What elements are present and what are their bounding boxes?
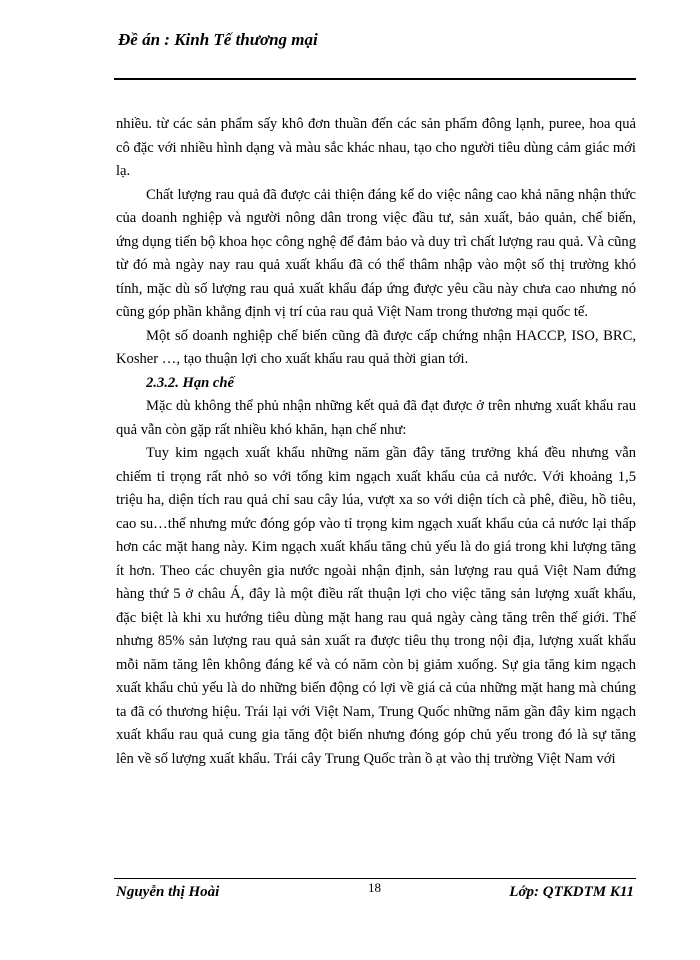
paragraph-quality: Chất lượng rau quả đã được cải thiện đáng kể do việc nâng cao khả năng nhận thức của doanh nghiệp và người nông dân trong việc đầu tư, sản xuất, bảo quản, chế biến, ứng dụng tiến bộ khoa học công nghệ để đảm bảo và duy trì chất lượng rau quả. Và cũng từ đó mà ngày nay rau quả xuất khẩu đã có thể thâm nhập vào một số thị trường khó tính, mặc dù số lượng rau quả xuất khẩu đáp ứng được yêu cầu này chưa cao nhưng nó cũng góp phần khẳng định vị trí của rau quả Việt Nam trong thương mại quốc tế. [116,186,636,320]
document-header-title: Đề án : Kinh Tế thương mại [118,30,318,49]
paragraph-certification: Một số doanh nghiệp chế biến cũng đã được cấp chứng nhận HACCP, ISO, BRC, Kosher …, tạo thuận lợi cho xuất khẩu rau quả thời gian tới. [116,327,636,367]
paragraph-continuation: nhiều. từ các sản phẩm sấy khô đơn thuần đến các sản phẩm đông lạnh, puree, hoa quả cô đặc với nhiều hình dạng và màu sắc khác nhau, tạo cho người tiêu dùng cảm giác mới lạ. [116,116,636,179]
header-rule [114,78,636,80]
section-heading-limitations: 2.3.2. Hạn chế [146,374,234,391]
footer-page-number: 18 [368,880,381,895]
page-body [116,113,636,771]
footer-author: Nguyễn thị Hoài [116,884,220,900]
footer-class: Lớp: QTKDTM K11 [509,884,634,900]
footer-rule [114,878,636,879]
paragraph-limitations-intro: Mặc dù không thể phủ nhận những kết quả đã đạt được ở trên nhưng xuất khẩu rau quả vẫn còn gặp rất nhiều khó khăn, hạn chế như: [116,398,636,438]
paragraph-export-share: Tuy kim ngạch xuất khẩu những năm gần đây tăng trưởng khá đều nhưng vẫn chiếm tỉ trọng rất nhỏ so với tổng kim ngạch xuất khẩu của cả nước. Với khoảng 1,5 triệu ha, diện tích rau quả chỉ sau cây lúa, vượt xa so với diện tích cà phê, điều, hồ tiêu, cao su…thế nhưng mức đóng góp vào tỉ trọng kim ngạch xuất khẩu của cả nước lại thấp hơn các mặt hang này. Kim ngạch xuất khẩu tăng chủ yếu là do giá trong khi lượng tăng ít hơn. Theo các chuyên gia nước ngoài nhận định, sản lượng rau quả Việt Nam đứng hàng thứ 5 ở châu Á, đây là một điều rất thuận lợi cho việc tăng sản lượng xuất khẩu, đặc biệt là khi xu hướng tiêu dùng mặt hang rau quả ngày càng tăng trên thế giới. Thế nhưng 85% sản lượng rau quả sản xuất ra được tiêu thụ trong nội địa, lượng xuất khẩu mỗi năm tăng lên không đáng kể và có năm còn bị giảm xuống. Sự gia tăng kim ngạch xuất khẩu chủ yếu là do những biến động có lợi về giá cả của những mặt hang mà chúng ta đã có thương hiệu. Trái lại với Việt Nam, Trung Quốc những năm gần đây kim ngạch xuất khẩu rau quả cung gia tăng đột biến nhưng đóng góp chủ yếu trong đó là sự tăng lên về số lượng xuất khẩu. Trái cây Trung Quốc tràn ồ ạt vào thị trường Việt Nam với [116,445,636,767]
